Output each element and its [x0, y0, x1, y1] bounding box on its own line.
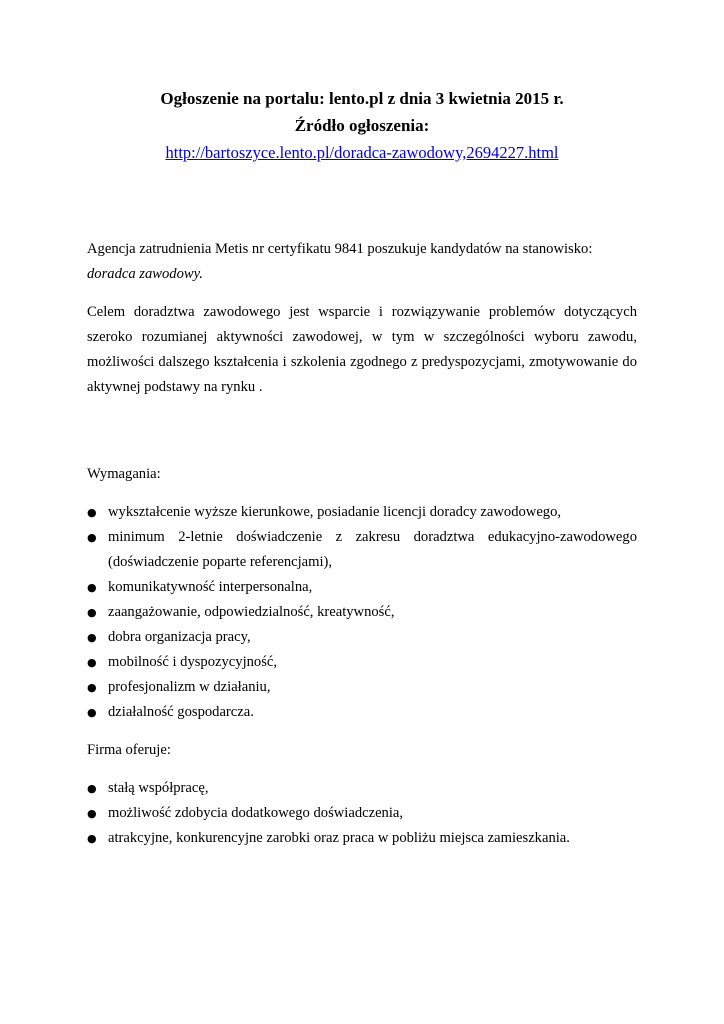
bullet-icon: ●	[87, 807, 97, 820]
list-item: ● mobilność i dyspozycyjność,	[87, 650, 637, 675]
list-item: ● wykształcenie wyższe kierunkowe, posiadanie licencji doradcy zawodowego,	[87, 500, 637, 525]
list-item: ● minimum 2-letnie doświadczenie z zakresu doradztwa edukacyjno-zawodowego (doświadczenie poparte referencjami),	[87, 525, 637, 575]
document-header	[0, 85, 724, 166]
bullet-icon: ●	[87, 531, 97, 544]
requirements-list	[87, 500, 637, 725]
bullet-icon: ●	[87, 782, 97, 795]
source-label: Źródło ogłoszenia:	[294, 116, 430, 135]
bullet-icon: ●	[87, 631, 97, 644]
list-item: ● komunikatywność interpersonalna,	[87, 575, 637, 600]
bullet-icon: ●	[87, 606, 97, 619]
description-paragraph: Celem doradztwa zawodowego jest wsparcie i rozwiązywanie problemów dotyczących szeroko rozumianej aktywności zawodowej, w tym w szczególności wyboru zawodu, możliwości dalszego kształcenia i szkolenia zgodnego z predyspozycjami, zmotywowanie do aktywnej podstawy na rynku .	[87, 304, 637, 395]
list-item: ● dobra organizacja pracy,	[87, 625, 637, 650]
bullet-icon: ●	[87, 832, 97, 845]
document-body	[87, 237, 637, 851]
list-item: ● działalność gospodarcza.	[87, 700, 637, 725]
bullet-icon: ●	[87, 681, 97, 694]
list-item: ● profesjonalizm w działaniu,	[87, 675, 637, 700]
source-link[interactable]: http://bartoszyce.lento.pl/doradca-zawodowy,2694227.html	[165, 143, 559, 162]
requirements-heading: Wymagania:	[87, 466, 161, 482]
list-item: ● stałą współpracę,	[87, 776, 637, 801]
offer-heading: Firma oferuje:	[87, 742, 171, 758]
bullet-icon: ●	[87, 581, 97, 594]
bullet-icon: ●	[87, 656, 97, 669]
list-item: ● możliwość zdobycia dodatkowego doświadczenia,	[87, 801, 637, 826]
list-item: ● zaangażowanie, odpowiedzialność, kreatywność,	[87, 600, 637, 625]
intro-paragraph	[87, 237, 637, 287]
announcement-title: Ogłoszenie na portalu: lento.pl z dnia 3 kwietnia 2015 r.	[160, 89, 564, 108]
position-title: doradca zawodowy.	[87, 266, 203, 282]
list-item: ● atrakcyjne, konkurencyjne zarobki oraz praca w pobliżu miejsca zamieszkania.	[87, 826, 637, 851]
bullet-icon: ●	[87, 706, 97, 719]
intro-text: Agencja zatrudnienia Metis nr certyfikatu 9841 poszukuje kandydatów na stanowisko:	[87, 241, 593, 257]
offer-list	[87, 776, 637, 851]
bullet-icon: ●	[87, 506, 97, 519]
